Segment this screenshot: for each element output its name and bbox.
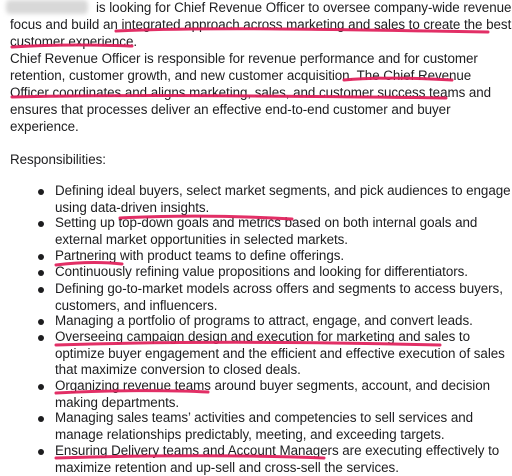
intro-line-1: is looking for Chief Revenue Officer to oversee company-wide revenue (96, 0, 512, 15)
responsibility-item-line: Defining go-to-market models across offers and segments to access buyers, (55, 281, 503, 296)
bullet-icon (38, 384, 44, 390)
responsibility-item-line: customers, and influencers. (55, 297, 218, 313)
role-line-5: experience. (10, 119, 79, 134)
redacted-company-name (6, 0, 88, 14)
responsibility-item-line: Overseeing campaign design and execution for marketing and sales to (55, 329, 470, 344)
intro-line-2: focus and build an integrated approach across marketing and sales to create the best (10, 17, 512, 32)
responsibility-item-line: external market opportunities in selected markets. (55, 231, 348, 247)
role-line-4: ensures that processes deliver an effective end-to-end customer and buyer (10, 102, 451, 117)
bullet-icon (38, 287, 44, 293)
responsibility-item-line: Managing sales teams’ activities and competencies to sell services and (55, 410, 474, 425)
role-line-3: Officer coordinates and aligns marketing, sales, and customer success teams and (10, 85, 492, 100)
responsibility-item-line: Ensuring Delivery teams and Account Managers are executing effectively to (55, 443, 500, 458)
responsibility-item-line: using data-driven insights. (55, 199, 210, 215)
bullet-icon (38, 254, 44, 260)
responsibility-item-line: making departments. (55, 394, 180, 410)
responsibility-item-line: manage relationships predictably, meeting, and exceeding targets. (55, 426, 445, 442)
responsibilities-heading: Responsibilities: (10, 152, 106, 167)
responsibility-item-line: Managing a portfolio of programs to attract, engage, and convert leads. (55, 313, 473, 328)
bullet-icon (38, 221, 44, 227)
responsibility-item-line: Continuously refining value propositions and looking for differentiators. (55, 264, 468, 279)
bullet-icon (38, 449, 44, 455)
intro-line-3: customer experience. (10, 34, 138, 49)
responsibility-item-line: optimize buyer engagement and the efficient and effective execution of sales (55, 345, 505, 361)
bullet-icon (38, 189, 44, 195)
responsibility-item-line: Organizing revenue teams around buyer segments, account, and decision (55, 378, 490, 393)
responsibility-item-line: maximize retention and up-sell and cross-sell the services. (55, 459, 399, 475)
responsibility-item-line: Setting up top-down goals and metrics based on both internal goals and (55, 215, 478, 230)
role-line-1: Chief Revenue Officer is responsible for revenue performance and for customer (10, 51, 478, 66)
bullet-icon (38, 319, 44, 325)
responsibility-item-line: Partnering with product teams to define offerings. (55, 248, 345, 263)
bullet-icon (38, 270, 44, 276)
role-line-2: retention, customer growth, and new customer acquisition. The Chief Revenue (10, 68, 472, 83)
bullet-icon (38, 416, 44, 422)
responsibility-item-line: Defining ideal buyers, select market segments, and pick audiences to engage (55, 183, 511, 198)
responsibility-item-line: that maximize conversion to closed deals. (55, 362, 301, 377)
bullet-icon (38, 335, 44, 341)
